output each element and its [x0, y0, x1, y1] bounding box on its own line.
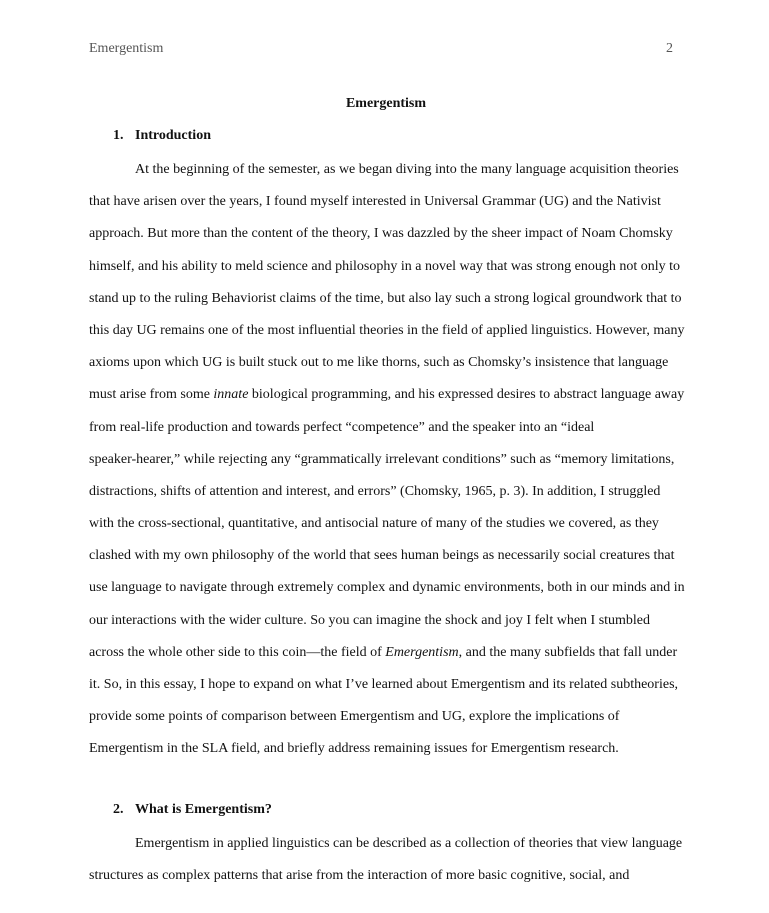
- paragraph-line: clashed with my own philosophy of the world that sees human beings as necessarily social creatures that: [89, 548, 675, 564]
- section-body-what-is-emergentism: [89, 828, 683, 892]
- paragraph-line: distractions, shifts of attention and interest, and errors” (Chomsky, 1965, p. 3). In addition, I struggled: [89, 483, 661, 499]
- paragraph-line: use language to navigate through extremely complex and dynamic environments, both in our minds and in: [89, 580, 685, 596]
- paragraph-line: it. So, in this essay, I hope to expand on what I’ve learned about Emergentism and its related subtheories,: [89, 677, 679, 692]
- paragraph-line: approach. But more than the content of the theory, I was dazzled by the sheer impact of Noam Chomsky: [89, 226, 673, 242]
- line-text: , and the many subfields that fall under: [458, 644, 678, 660]
- paragraph-line: himself, and his ability to meld science and philosophy in a novel way that was strong enough not only to: [89, 258, 681, 274]
- paragraph-line: stand up to the ruling Behaviorist claims of the time, but also lay such a strong logical groundwork that to: [89, 290, 682, 306]
- paragraph-line: this day UG remains one of the most influential theories in the field of applied linguistics. However, many: [89, 322, 685, 338]
- line-text: must arise from some: [89, 387, 214, 403]
- section-body-introduction: [89, 154, 683, 766]
- paragraph-line: At the beginning of the semester, as we began diving into the many language acquisition theories: [135, 162, 679, 177]
- paragraph-line: axioms upon which UG is built stuck out to me like thorns, such as Chomsky’s insistence that language: [89, 355, 669, 371]
- paragraph-line: Emergentism in applied linguistics can be described as a collection of theories that view language: [135, 836, 683, 851]
- emphasized-term: Emergentism: [385, 644, 459, 660]
- paragraph-line: Emergentism in the SLA field, and briefly address remaining issues for Emergentism research.: [89, 741, 619, 757]
- paragraph-line: structures as complex patterns that arise from the interaction of more basic cognitive, social, and: [89, 868, 630, 884]
- line-text: across the whole other side to this coin—the field of: [89, 644, 386, 660]
- page-number: 2: [666, 41, 673, 56]
- paragraph-line: that have arisen over the years, I found myself interested in Universal Grammar (UG) and the Nativist: [89, 194, 661, 210]
- paragraph-line: with the cross-sectional, quantitative, and antisocial nature of many of the studies we covered, as they: [89, 516, 659, 532]
- paragraph-line: speaker-hearer,” while rejecting any “grammatically irrelevant conditions” such as “memory limitations,: [89, 451, 675, 467]
- section-heading-text: Introduction: [135, 128, 211, 143]
- section-heading-introduction: [113, 128, 211, 144]
- running-head-title: Emergentism: [89, 41, 164, 56]
- section-heading-text: What is Emergentism?: [135, 802, 272, 817]
- paragraph-line: [89, 637, 683, 669]
- document-title: Emergentism: [345, 96, 427, 111]
- paragraph-line: provide some points of comparison between Emergentism and UG, explore the implications of: [89, 709, 620, 725]
- section-number: 1.: [113, 128, 124, 143]
- paragraph-line: from real-life production and towards perfect “competence” and the speaker into an “ideal: [89, 419, 595, 435]
- line-text: biological programming, and his expressed desires to abstract language away: [248, 387, 685, 403]
- section-heading-what-is-emergentism: [113, 802, 272, 818]
- paragraph-line: [89, 379, 683, 411]
- section-number: 2.: [113, 802, 124, 817]
- emphasized-term: innate: [213, 387, 249, 403]
- running-head: [89, 41, 673, 61]
- paragraph-line: our interactions with the wider culture. So you can imagine the shock and joy I felt when I stumbled: [89, 612, 651, 628]
